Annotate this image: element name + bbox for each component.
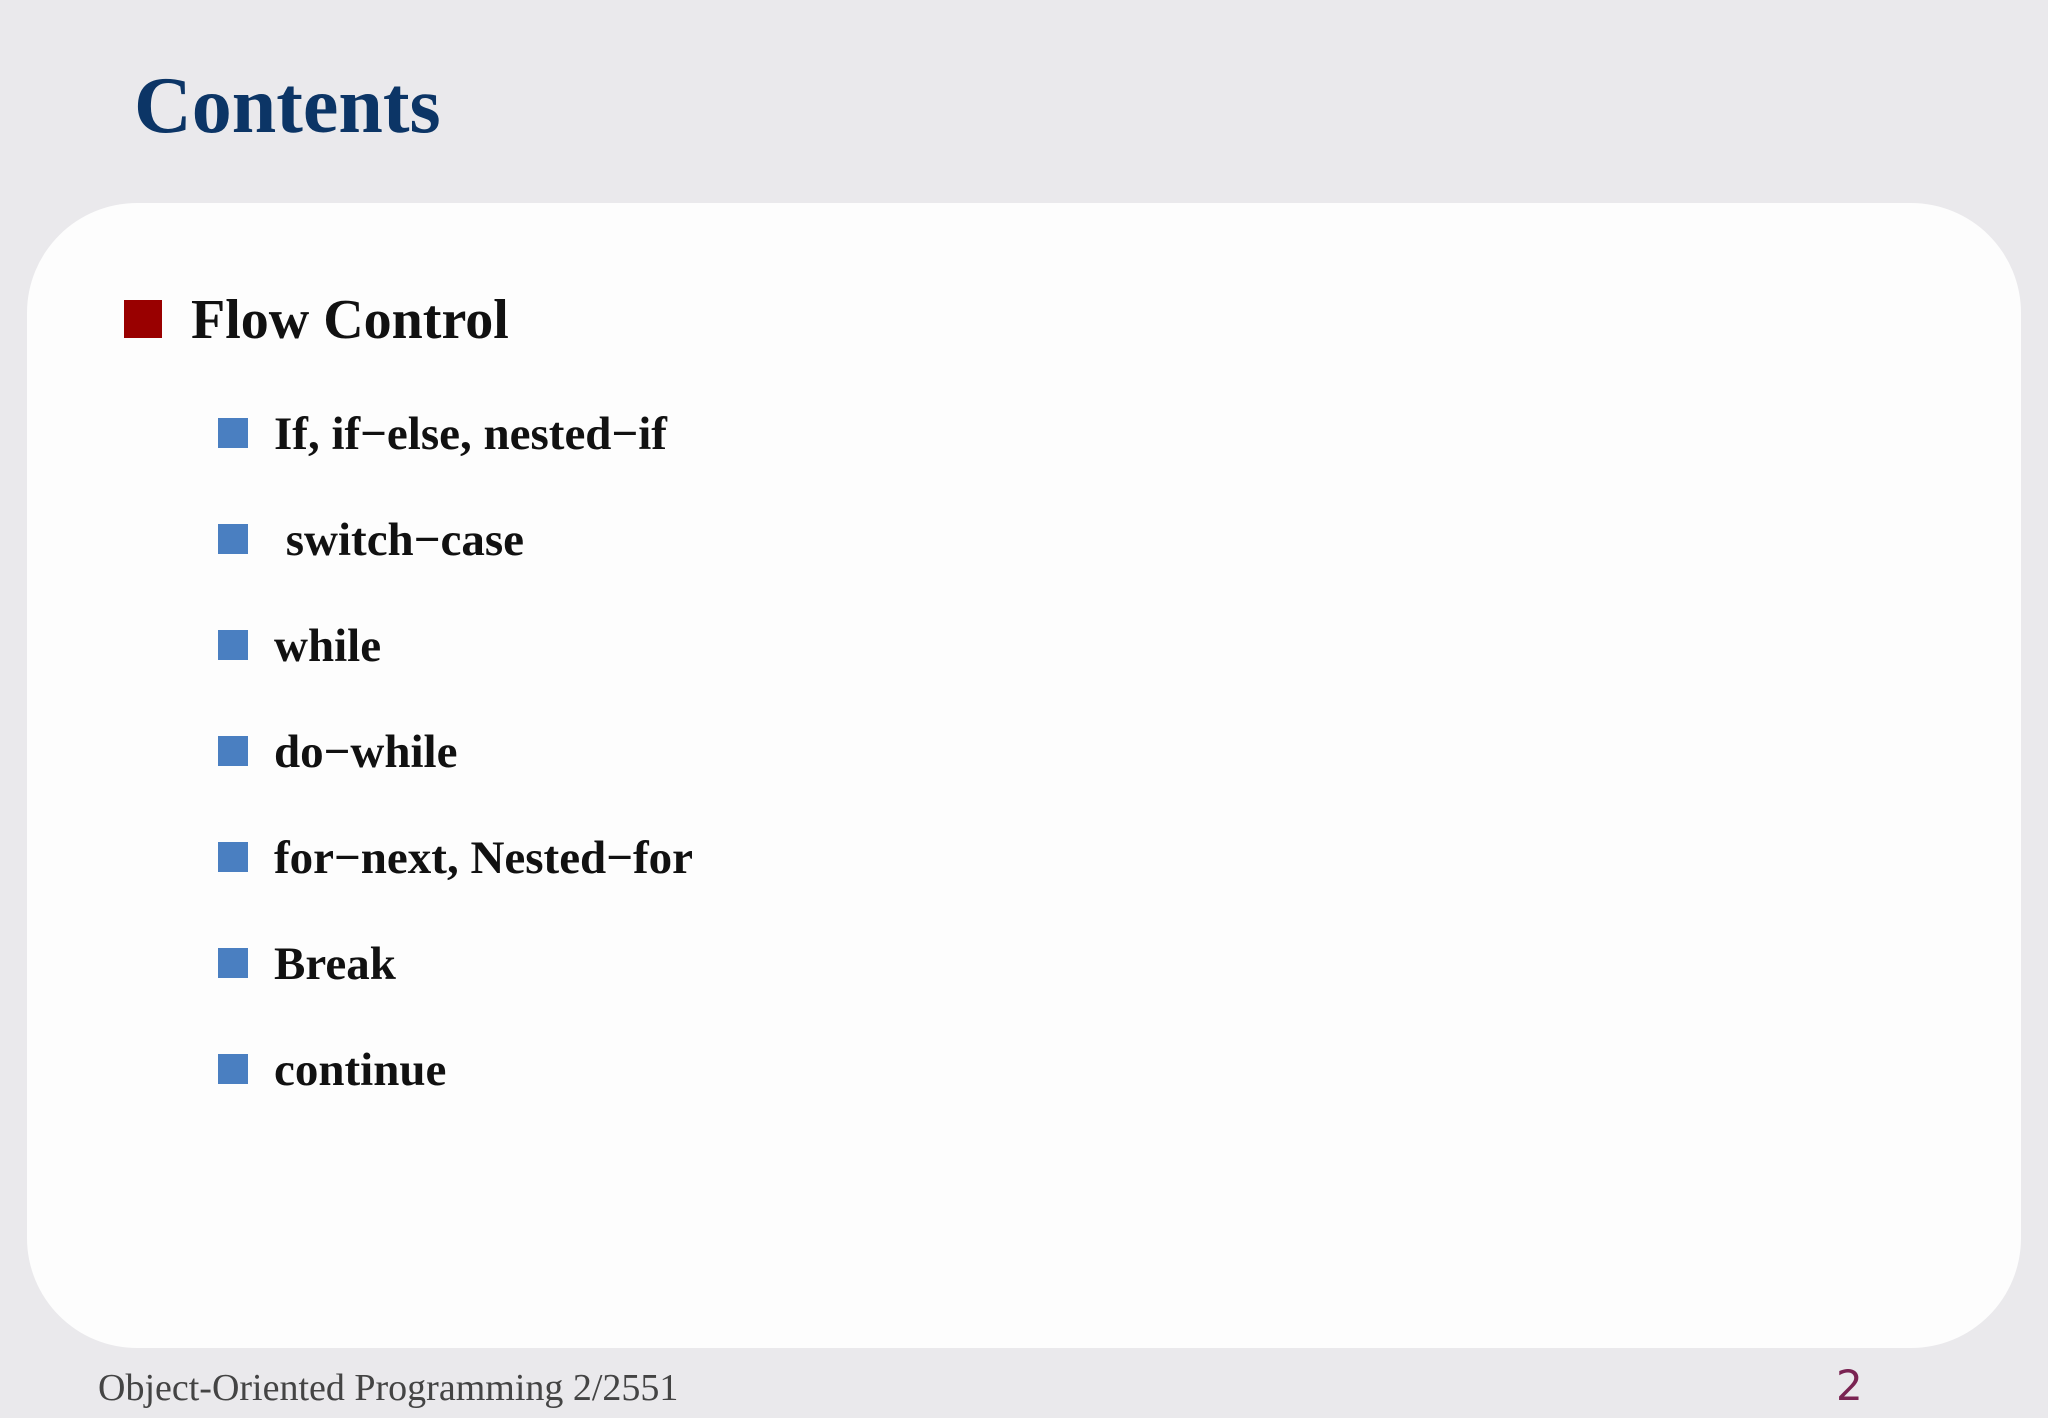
sub-bullet-square bbox=[218, 842, 248, 872]
page-number: 2 bbox=[1836, 1361, 1863, 1410]
sub-bullet-square bbox=[218, 948, 248, 978]
footer-course-label: Object-Oriented Programming 2/2551 bbox=[98, 1367, 679, 1409]
sub-item-label: for−next, Nested−for bbox=[274, 832, 693, 884]
sub-item-label: continue bbox=[274, 1044, 447, 1096]
main-item-flow-control: Flow Control bbox=[191, 289, 509, 351]
slide-title: Contents bbox=[134, 62, 441, 150]
sub-item-label: switch−case bbox=[274, 514, 524, 566]
sub-bullet-square bbox=[218, 736, 248, 766]
main-bullet-square bbox=[124, 300, 162, 338]
sub-bullet-square bbox=[218, 630, 248, 660]
sub-bullet-square bbox=[218, 524, 248, 554]
sub-item-label: do−while bbox=[274, 726, 458, 778]
sub-item-label: If, if−else, nested−if bbox=[274, 408, 667, 460]
sub-bullet-square bbox=[218, 1054, 248, 1084]
sub-item-label: Break bbox=[274, 938, 396, 990]
sub-bullet-square bbox=[218, 418, 248, 448]
sub-item-label: while bbox=[274, 620, 382, 672]
